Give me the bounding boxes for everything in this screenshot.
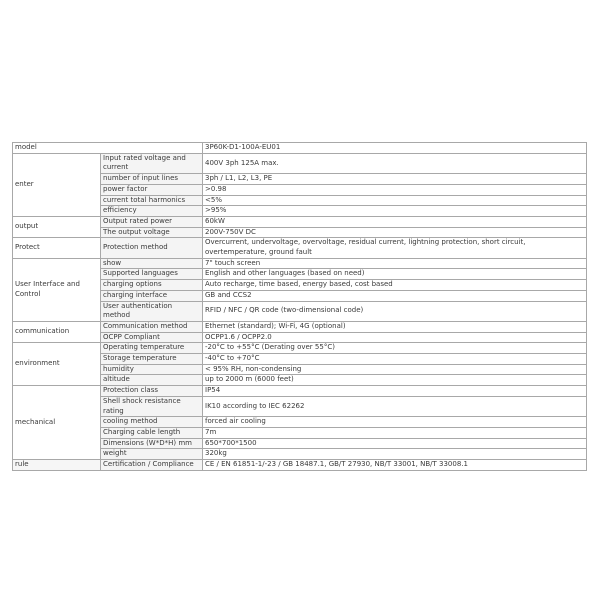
table-row: [13, 216, 587, 227]
value-cell: 650*700*1500: [203, 438, 587, 449]
value-cell: up to 2000 m (6000 feet): [203, 375, 587, 386]
value-cell: Auto recharge, time based, energy based, cost based: [203, 280, 587, 291]
param-cell: current total harmonics: [101, 195, 203, 206]
value-cell: OCPP1.6 / OCPP2.0: [203, 332, 587, 343]
param-cell: User authentication method: [101, 301, 203, 321]
param-cell: Dimensions (W*D*H) mm: [101, 438, 203, 449]
value-cell: GB and CCS2: [203, 290, 587, 301]
value-cell: CE / EN 61851-1/-23 / GB 18487.1, GB/T 27930, NB/T 33001, NB/T 33008.1: [203, 460, 587, 471]
table-row: [13, 343, 587, 354]
param-cell: Communication method: [101, 321, 203, 332]
category-protect: Protect: [13, 238, 101, 258]
model-label: model: [13, 143, 203, 154]
param-cell: The output voltage: [101, 227, 203, 238]
param-cell: charging options: [101, 280, 203, 291]
category-user-interface: User Interface and Control: [13, 258, 101, 321]
model-value: 3P60K-D1-100A-EU01: [203, 143, 587, 154]
value-cell: 7m: [203, 427, 587, 438]
param-cell: Protection class: [101, 386, 203, 397]
value-cell: 3ph / L1, L2, L3, PE: [203, 174, 587, 185]
value-cell: 60kW: [203, 216, 587, 227]
param-cell: altitude: [101, 375, 203, 386]
category-environment: environment: [13, 343, 101, 386]
table-row-model: [13, 143, 587, 154]
param-cell: power factor: [101, 184, 203, 195]
param-cell: Operating temperature: [101, 343, 203, 354]
param-cell: cooling method: [101, 417, 203, 428]
value-cell: <5%: [203, 195, 587, 206]
param-cell: efficiency: [101, 206, 203, 217]
category-rule: rule: [13, 460, 101, 471]
value-cell: English and other languages (based on need): [203, 269, 587, 280]
value-cell: forced air cooling: [203, 417, 587, 428]
table-row: [13, 386, 587, 397]
param-cell: weight: [101, 449, 203, 460]
value-cell: 400V 3ph 125A max.: [203, 153, 587, 173]
value-cell: 320kg: [203, 449, 587, 460]
table-row: [13, 258, 587, 269]
param-cell: Certification / Compliance: [101, 460, 203, 471]
spec-table-body: [13, 143, 587, 471]
value-cell: 7" touch screen: [203, 258, 587, 269]
value-cell: Ethernet (standard); Wi-Fi, 4G (optional): [203, 321, 587, 332]
category-output: output: [13, 216, 101, 237]
param-cell: Output rated power: [101, 216, 203, 227]
param-cell: Charging cable length: [101, 427, 203, 438]
table-row: [13, 153, 587, 173]
table-row: [13, 321, 587, 332]
category-communication: communication: [13, 321, 101, 342]
param-cell: OCPP Compliant: [101, 332, 203, 343]
table-row: [13, 460, 587, 471]
value-cell: >0.98: [203, 184, 587, 195]
table-row: [13, 238, 587, 258]
param-cell: number of input lines: [101, 174, 203, 185]
param-cell: Protection method: [101, 238, 203, 258]
value-cell: -40°C to +70°C: [203, 354, 587, 365]
value-cell: < 95% RH, non-condensing: [203, 364, 587, 375]
value-cell: IK10 according to IEC 62262: [203, 396, 587, 416]
value-cell: Overcurrent, undervoltage, overvoltage, residual current, lightning protection, short circuit, overtemperature, ground fault: [203, 238, 587, 258]
param-cell: Input rated voltage and current: [101, 153, 203, 173]
param-cell: humidity: [101, 364, 203, 375]
category-enter: enter: [13, 153, 101, 216]
value-cell: -20°C to +55°C (Derating over 55°C): [203, 343, 587, 354]
param-cell: Shell shock resistance rating: [101, 396, 203, 416]
param-cell: charging interface: [101, 290, 203, 301]
value-cell: 200V-750V DC: [203, 227, 587, 238]
category-mechanical: mechanical: [13, 386, 101, 460]
value-cell: IP54: [203, 386, 587, 397]
param-cell: Storage temperature: [101, 354, 203, 365]
param-cell: Supported languages: [101, 269, 203, 280]
spec-table: [12, 142, 587, 471]
value-cell: RFID / NFC / QR code (two-dimensional code): [203, 301, 587, 321]
value-cell: >95%: [203, 206, 587, 217]
param-cell: show: [101, 258, 203, 269]
